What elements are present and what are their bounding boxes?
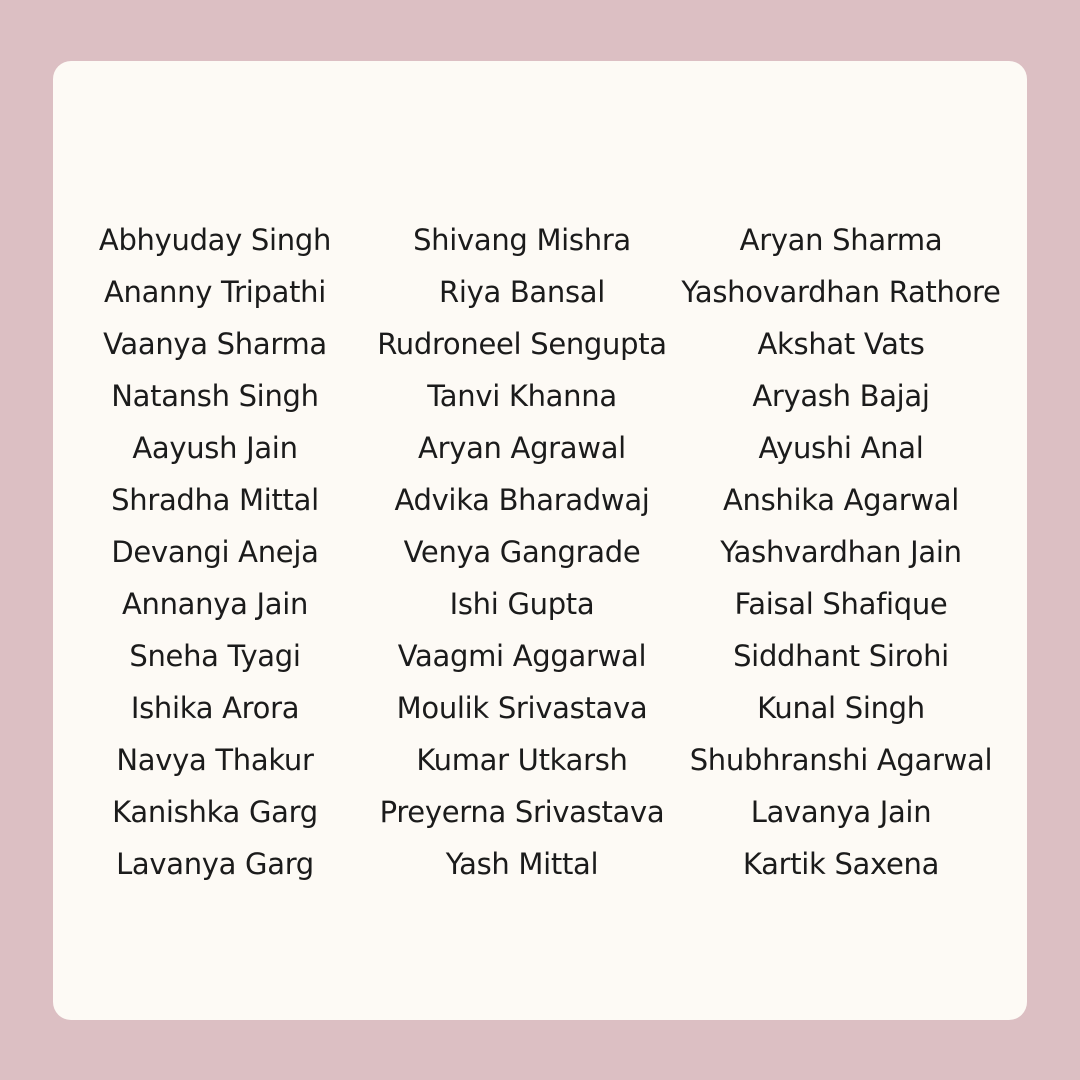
name-item: Kunal Singh: [757, 691, 925, 725]
name-item: Rudroneel Sengupta: [377, 327, 667, 361]
name-item: Shubhranshi Agarwal: [689, 743, 993, 777]
name-item: Ishika Arora: [130, 691, 300, 725]
name-item: Navya Thakur: [116, 743, 314, 777]
name-item: Ananny Tripathi: [103, 275, 327, 309]
name-item: Vaagmi Aggarwal: [397, 639, 647, 673]
name-item: Siddhant Sirohi: [733, 639, 949, 673]
name-item: Preyerna Srivastava: [379, 795, 665, 829]
name-item: Lavanya Garg: [116, 847, 314, 881]
names-column-2: [368, 214, 676, 890]
name-item: Natansh Singh: [111, 379, 319, 413]
name-item: Ayushi Anal: [758, 431, 924, 465]
name-item: Tanvi Khanna: [427, 379, 617, 413]
name-item: Akshat Vats: [757, 327, 925, 361]
name-item: Devangi Aneja: [111, 535, 319, 569]
name-item: Aryan Sharma: [739, 223, 943, 257]
name-item: Kartik Saxena: [742, 847, 940, 881]
name-item: Yash Mittal: [445, 847, 599, 881]
name-item: Vaanya Sharma: [103, 327, 327, 361]
name-item: Ishi Gupta: [449, 587, 595, 621]
name-item: Faisal Shafique: [734, 587, 948, 621]
name-item: Abhyuday Singh: [98, 223, 332, 257]
name-item: Sneha Tyagi: [129, 639, 301, 673]
name-item: Yashvardhan Jain: [720, 535, 962, 569]
name-item: Shradha Mittal: [111, 483, 319, 517]
name-item: Aayush Jain: [132, 431, 298, 465]
name-item: Anshika Agarwal: [722, 483, 960, 517]
names-column-1: [95, 214, 335, 890]
name-item: Shivang Mishra: [413, 223, 631, 257]
name-item: Lavanya Jain: [750, 795, 932, 829]
name-item: Yashovardhan Rathore: [681, 275, 1001, 309]
name-item: Moulik Srivastava: [396, 691, 648, 725]
names-grid: [0, 214, 1080, 890]
names-column-3: [672, 214, 1010, 890]
name-item: Kumar Utkarsh: [416, 743, 628, 777]
name-item: Annanya Jain: [121, 587, 309, 621]
name-item: Advika Bharadwaj: [394, 483, 650, 517]
name-item: Aryash Bajaj: [752, 379, 930, 413]
name-item: Riya Bansal: [438, 275, 606, 309]
name-item: Kanishka Garg: [112, 795, 318, 829]
name-item: Venya Gangrade: [403, 535, 641, 569]
name-item: Aryan Agrawal: [418, 431, 626, 465]
